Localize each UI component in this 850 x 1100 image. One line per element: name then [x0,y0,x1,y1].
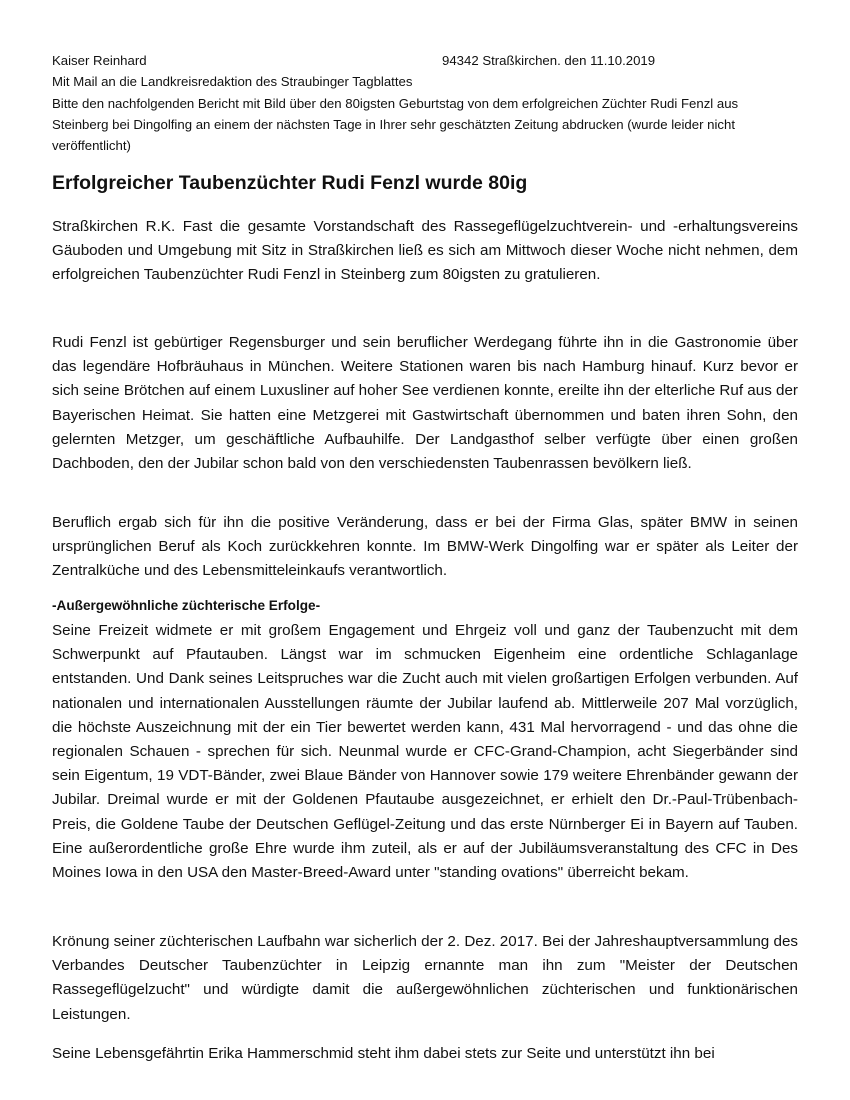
article-paragraph-3: Beruflich ergab sich für ihn die positive Veränderung, dass er bei der Firma Glas, später BMW in seinen ursprünglichen Beruf als Koch zurückkehren konnte. Im BMW-Werk Dingolfing war er später als Leiter der Zentralküche und des Lebensmitteleinkaufs verantwortlich. [52,514,798,580]
author-line: Kaiser Reinhard [52,53,147,68]
recipient-line: Mit Mail an die Landkreisredaktion des Straubinger Tagblattes [52,74,413,89]
article-paragraph-5: Krönung seiner züchterischen Laufbahn war sicherlich der 2. Dez. 2017. Bei der Jahreshauptversammlung des Verbandes Deutscher Taubenzüchter in Leipzig ernannte man ihn zum "Meister der Deutschen Rassegeflügelzucht" und würdigte damit die außergewöhnlichen züchterischen und funktionärischen Leistungen. [52,933,798,1023]
place-date: 94342 Straßkirchen. den 11.10.2019 [442,53,656,68]
article-paragraph-2: Rudi Fenzl ist gebürtiger Regensburger und sein beruflicher Werdegang führte ihn in die Gastronomie über das legendäre Hofbräuhaus in München. Weitere Stationen waren bis nach Hamburg hinauf. Kurz bevor er sich seine Brötchen auf einem Luxusliner auf hoher See verdienen konnte, ereilte ihn der elterliche Ruf aus der Bayerischen Heimat. Sie hatten eine Metzgerei mit Gastwirtschaft übernommen und baten ihren Sohn, den gelernten Metzger, um geschäftliche Aufbauhilfe. Der Landgasthof selber verfügte über einen großen Dachboden, den der Jubilar schon bald von den verschiedensten Taubenrassen bevölkern ließ. [52,334,798,473]
publication-request: Bitte den nachfolgenden Bericht mit Bild über den 80igsten Geburtstag von dem erfolgreichen Züchter Rudi Fenzl aus Steinberg bei Dingolfing an einem der nächsten Tage in Ihrer sehr geschätzten Zeitung abdrucken (wurde leider nicht veröffentlicht) [52,96,739,153]
article-subheading: -Außergewöhnliche züchterische Erfolge- [52,598,321,613]
article-title: Erfolgreicher Taubenzüchter Rudi Fenzl wurde 80ig [52,172,528,194]
article-paragraph-1: Straßkirchen R.K. Fast die gesamte Vorstandschaft des Rassegeflügelzuchtverein- und -erhaltungsvereins Gäuboden und Umgebung mit Sitz in Straßkirchen ließ es sich am Mittwoch dieser Woche nicht nehmen, dem erfolgreichen Taubenzüchter Rudi Fenzl in Steinberg zum 80igsten zu gratulieren. [52,218,798,284]
article-paragraph-6: Seine Lebensgefährtin Erika Hammerschmid steht ihm dabei stets zur Seite und unterstützt ihn bei [52,1045,715,1062]
article-paragraph-4: Seine Freizeit widmete er mit großem Engagement und Ehrgeiz voll und ganz der Taubenzucht mit dem Schwerpunkt auf Pfautauben. Längst war im schmucken Eigenheim eine ordentliche Schlaganlage entstanden. Und Dank seines Leitspruches war die Zucht auch mit vielen großartigen Erfolgen verbunden. Auf nationalen und internationalen Ausstellungen räumte der Jubilar laufend ab. Mittlerweile 207 Mal vorzüglich, die höchste Auszeichnung mit der ein Tier bewertet werden kann, 431 Mal hervorragend - und das ohne die regionalen Schauen - sprechen für sich. Neunmal wurde er CFC-Grand-Champion, acht Siegerbänder sind sein Eigentum, 19 VDT-Bänder, zwei Blaue Bänder von Hannover sowie 179 weitere Ehrenbänder gewann der Jubilar. Dreimal wurde er mit der Goldenen Pfautaube ausgezeichnet, er erhielt den Dr.-Paul-Trübenbach-Preis, die Goldene Taube der Deutschen Geflügel-Zeitung und das erste Nürnberger Ei in Bayern auf Tauben. Eine außerordentliche große Ehre wurde ihm zuteil, als er auf der Jubiläumsveranstaltung des CFC in Des Moines Iowa in den USA den Master-Breed-Award unter "standing ovations" überreicht bekam. [52,622,798,882]
